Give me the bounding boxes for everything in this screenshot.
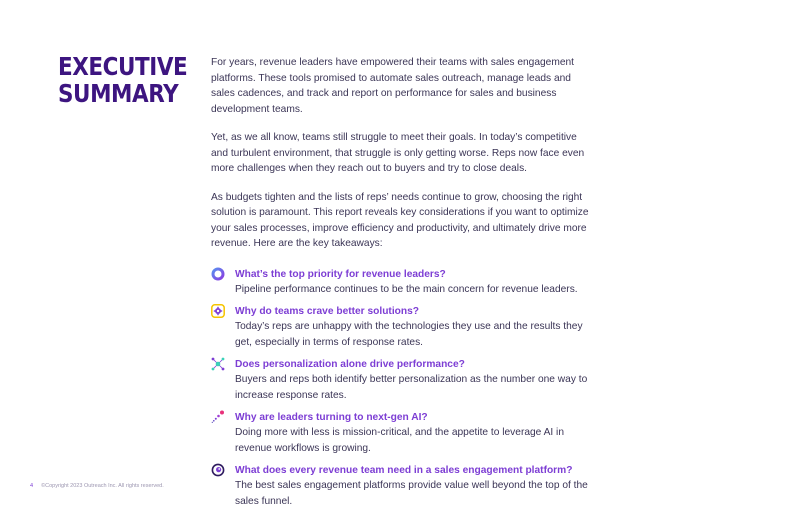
takeaway-answer-4: Doing more with less is mission-critical, and the appetite to leverage AI in revenue workflows is growing. <box>235 427 564 454</box>
takeaway-question-4: Why are leaders turning to next-gen AI? <box>235 412 428 423</box>
intro-paragraph-2: Yet, as we all know, teams still struggle to meet their goals. In today’s competitive and turbulent environment, that struggle is only getting worse. Reps now face even more challenges when they reach out to buyers and try to close deals. <box>211 132 585 174</box>
sparkle-dots-icon <box>211 410 225 424</box>
takeaway-item-1 <box>211 267 591 298</box>
gear-icon <box>211 304 225 318</box>
takeaway-answer-3: Buyers and reps both identify better personalization as the number one way to increase response rates. <box>235 374 588 401</box>
network-icon <box>211 357 225 371</box>
takeaway-question-1: What’s the top priority for revenue leaders? <box>235 268 446 280</box>
page-footer <box>30 483 164 489</box>
intro-paragraph-1: For years, revenue leaders have empowered their teams with sales engagement platforms. These tools promised to automate sales outreach, manage leads and sales cadences, and track and report on performance for sales and business development teams. <box>211 57 574 115</box>
title-line-1: EXECUTIVE <box>58 52 188 81</box>
target-icon <box>211 463 225 477</box>
page-title <box>58 53 187 107</box>
copyright-text: ©Copyright 2023 Outreach Inc. All rights reserved. <box>41 483 164 489</box>
takeaway-item-4 <box>211 410 591 456</box>
page-number: 4 <box>30 483 34 489</box>
takeaway-item-2 <box>211 304 591 350</box>
title-line-2: SUMMARY <box>58 79 179 108</box>
takeaway-answer-2: Today’s reps are unhappy with the technologies they use and the results they get, especially in terms of response rates. <box>235 321 583 348</box>
takeaway-item-5 <box>211 463 591 509</box>
key-takeaways-list <box>211 267 591 510</box>
intro-paragraph-3: As budgets tighten and the lists of reps’ needs continue to grow, choosing the right solution is paramount. This report reveals key considerations if you want to optimize your sales processes, improve efficiency and productivity, and ultimately drive more revenue. Here are the key takeaways: <box>211 191 589 249</box>
takeaway-question-3: Does personalization alone drive performance? <box>235 359 465 370</box>
takeaway-answer-5: The best sales engagement platforms provide value well beyond the top of the sales funnel. <box>235 480 588 507</box>
takeaway-question-5: What does every revenue team need in a sales engagement platform? <box>235 465 573 476</box>
takeaway-answer-1: Pipeline performance continues to be the main concern for revenue leaders. <box>235 283 578 295</box>
ring-icon <box>211 267 225 281</box>
takeaway-item-3 <box>211 357 591 403</box>
takeaway-question-2: Why do teams crave better solutions? <box>235 306 419 317</box>
summary-content <box>211 55 591 516</box>
